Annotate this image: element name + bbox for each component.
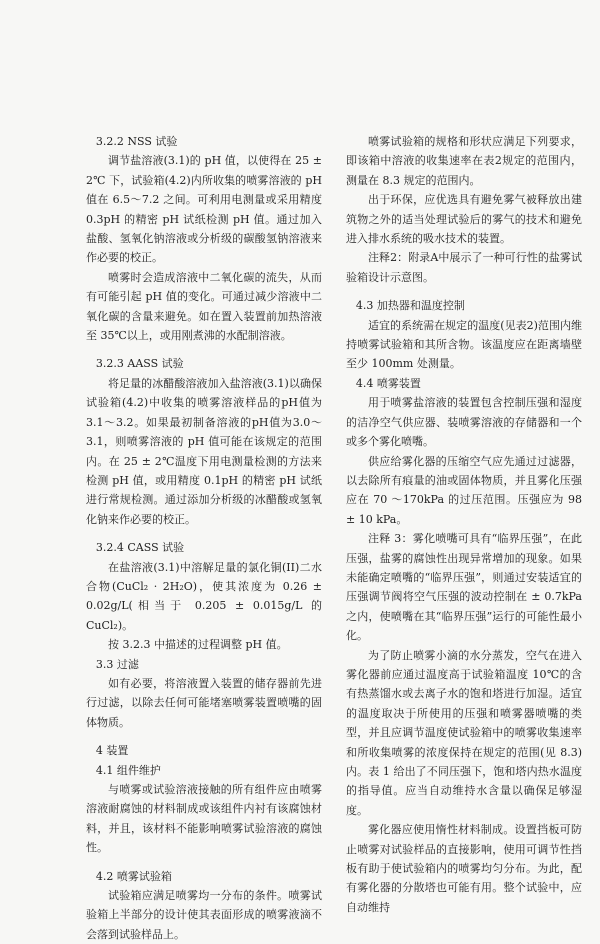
paragraph: 试验箱应满足喷雾均一分布的条件。喷雾试验箱上半部分的设计使其表面形成的喷雾液滴不会落到试验样品上。 xyxy=(86,889,322,941)
note-paragraph: 注释 3：雾化喷嘴可具有“临界压强”，在此压强，盐雾的腐蚀性出现异常增加的现象。如果未能确定喷嘴的“临界压强”，则通过安装适宜的压强调节阀将空气压强的波动控制在 ± 0.7kPa 之内，使喷嘴在其“临界压强”运行的可能性最小化。 xyxy=(346,532,582,643)
section-heading-4-2: 4.2 喷雾试验箱 xyxy=(95,869,172,883)
paragraph: 为了防止喷雾小滴的水分蒸发，空气在进入雾化器前应通过温度高于试验箱温度 10℃的含有热蒸馏水或去离子水的饱和塔进行加湿。适宜的温度取决于所使用的压强和喷雾器喷嘴的类型，并且应调节温度使试验箱中的喷雾收集速率和所收集喷雾的浓度保持在规定的范围(见 8.3)内。表 1 给出了不同压强下，饱和塔内热水温度的指导值。应当自动维持水含量以确保足够湿度。 xyxy=(346,648,582,817)
left-column xyxy=(86,132,322,944)
paragraph: 适宜的系统需在规定的温度(见表2)范围内维持喷雾试验箱和其所含物。该温度应在距离墙壁至少 100mm 处测量。 xyxy=(346,318,582,371)
paragraph: 喷雾时会造成溶液中二氧化碳的流失，从而有可能引起 pH 值的变化。可通过减少溶液中二氧化碳的含量来避免。如在置入装置前加热溶液至 35℃以上，或用刚煮沸的水配制溶液。 xyxy=(86,270,322,343)
right-column xyxy=(346,132,582,917)
paragraph: 如有必要，将溶液置入装置的储存器前先进行过滤，以除去任何可能堵塞喷雾装置喷嘴的固体物质。 xyxy=(86,676,322,729)
paragraph: 喷雾试验箱的规格和形状应满足下列要求，即该箱中溶液的收集速率在表2规定的范围内，测量在 8.3 规定的范围内。 xyxy=(346,135,582,187)
paragraph: 雾化器应使用惰性材料制成。设置挡板可防止喷雾对试验样品的直接影响，使用可调节性挡板有助于使试验箱内的喷雾均匀分布。为此，配有雾化器的分散塔也可能有用。整个试验中，应自动维持 xyxy=(346,823,582,914)
section-heading-3-3: 3.3 过滤 xyxy=(95,657,139,671)
paragraph: 在盐溶液(3.1)中溶解足量的氯化铜(II)二水合物(CuCl₂ · 2H₂O)，使其浓度为 0.26 ± 0.02g/L(相当于 0.205 ± 0.015g/L 的 CuCl₂)。 xyxy=(86,560,322,632)
section-heading-4-1: 4.1 组件维护 xyxy=(95,763,161,777)
paragraph: 按 3.2.3 中描述的过程调整 pH 值。 xyxy=(108,638,288,652)
paragraph: 用于喷雾盐溶液的装置包含控制压强和湿度的洁净空气供应器、装喷雾溶液的存储器和一个或多个雾化喷嘴。 xyxy=(346,396,582,449)
section-heading-3-2-3: 3.2.3 AASS 试验 xyxy=(95,357,184,371)
section-heading-3-2-4: 3.2.4 CASS 试验 xyxy=(95,541,185,555)
paragraph: 将足量的冰醋酸溶液加入盐溶液(3.1)以确保试验箱(4.2)中收集的喷雾溶液样品的pH值为3.1～3.2。如果最初制备溶液的pH值为3.0～3.1，则喷雾溶液的 pH 值可能在该规定的范围内。在 25 ± 2℃温度下用电测量检测的方法来检测 pH 值，或用精度 0.1pH 的精密 pH 试纸进行常规检测。通过添加分析级的冰醋酸或氢氧化钠来作必要的校正。 xyxy=(86,376,322,526)
paragraph: 与喷雾或试验溶液接触的所有组件应由喷雾溶液耐腐蚀的材料制成或该组件内衬有该腐蚀材料，并且，该材料不能影响喷雾试验溶液的腐蚀性。 xyxy=(86,783,322,855)
note-paragraph: 注释2：附录A中展示了一种可行性的盐雾试验箱设计示意图。 xyxy=(346,251,582,284)
section-heading-4-3: 4.3 加热器和温度控制 xyxy=(355,299,465,313)
paragraph: 调节盐溶液(3.1)的 pH 值，以使得在 25 ± 2℃ 下，试验箱(4.2)内所收集的喷雾溶液的 pH 值在 6.5～7.2 之间。可利用电测量或采用精度 0.3pH 的精密 pH 试纸检测 pH 值。通过加入盐酸、氢氧化钠溶液或分析级的碳酸氢钠溶液来作必要的校正。 xyxy=(86,154,322,265)
paragraph: 供应给雾化器的压缩空气应先通过过滤器，以去除所有痕量的油或固体物质，并且雾化压强应在 70 ～170kPa 的过压范围。压强应为 98 ± 10 kPa。 xyxy=(346,454,582,526)
section-heading-4-4: 4.4 喷雾装置 xyxy=(355,376,421,390)
section-heading-3-2-2: 3.2.2 NSS 试验 xyxy=(95,135,178,148)
paragraph: 出于环保，应优选具有避免雾气被释放出建筑物之外的适当处理试验后的雾气的技术和避免进入排水系统的吸水技术的装置。 xyxy=(346,193,582,246)
section-heading-4: 4 装置 xyxy=(95,744,129,758)
